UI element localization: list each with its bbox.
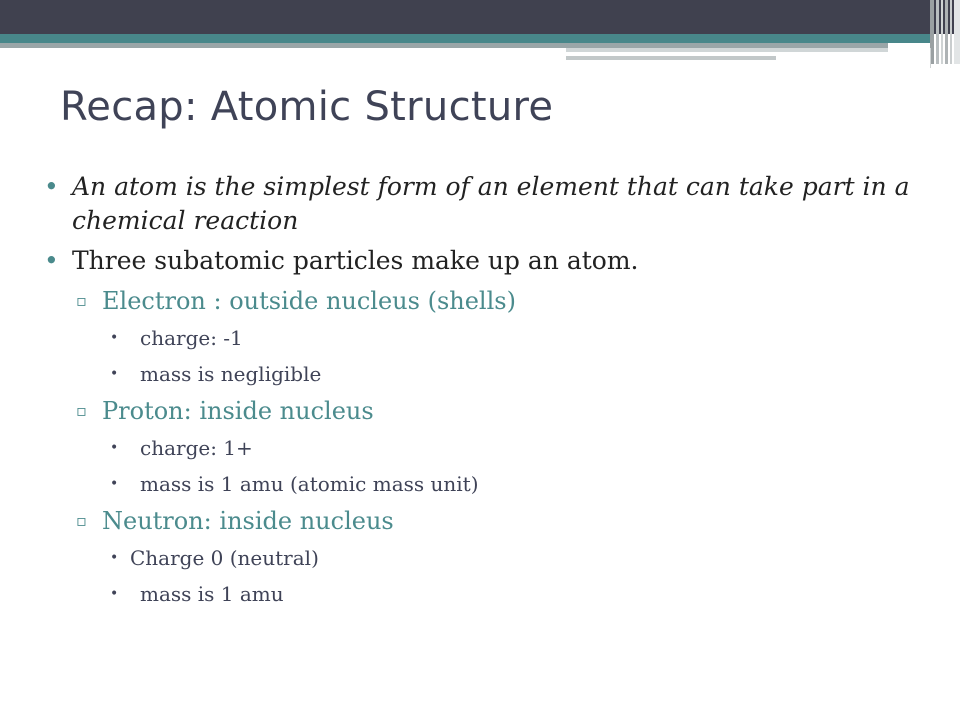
- bullet-atom-definition: [44, 170, 924, 238]
- detail-text: mass is negligible: [140, 362, 322, 386]
- detail-text: mass is 1 amu (atomic mass unit): [140, 472, 479, 496]
- square-bullet-icon: ▫: [76, 511, 87, 530]
- header-stripe: [950, 0, 952, 64]
- small-dot-icon: •: [110, 550, 119, 566]
- square-bullet-icon: ▫: [76, 291, 87, 310]
- detail-text: mass is 1 amu: [140, 582, 284, 606]
- detail-bullet: [44, 324, 924, 352]
- sub-bullet-text: Proton: inside nucleus: [102, 397, 374, 425]
- bullet-dot-icon: •: [44, 172, 59, 201]
- small-dot-icon: •: [110, 366, 119, 382]
- header-stripe: [936, 0, 939, 64]
- sub-bullet-neutron: [44, 506, 924, 536]
- header-stripe: [945, 0, 948, 64]
- header-accent-line: [566, 48, 888, 52]
- detail-bullet: [44, 360, 924, 388]
- bullet-subatomic-particles: [44, 244, 924, 278]
- header-stripe: [954, 0, 960, 64]
- header-divider: [930, 48, 931, 68]
- sub-bullet-text: Neutron: inside nucleus: [102, 507, 394, 535]
- sub-bullet-text: Electron : outside nucleus (shells): [102, 287, 516, 315]
- small-dot-icon: •: [110, 440, 119, 456]
- detail-bullet: [44, 580, 924, 608]
- detail-text: Charge 0 (neutral): [130, 546, 319, 570]
- sub-bullet-electron: [44, 286, 924, 316]
- header-accent-line: [566, 56, 776, 60]
- sub-bullet-proton: [44, 396, 924, 426]
- bullet-text: An atom is the simplest form of an element that can take part in a chemical reaction: [72, 172, 910, 235]
- square-bullet-icon: ▫: [76, 401, 87, 420]
- bullet-dot-icon: •: [44, 246, 59, 275]
- detail-bullet: [44, 470, 924, 498]
- slide-title: Recap: Atomic Structure: [60, 84, 554, 130]
- header-bar-teal: [0, 34, 930, 43]
- detail-bullet: [44, 544, 924, 572]
- detail-text: charge: 1+: [140, 436, 253, 460]
- detail-bullet: [44, 434, 924, 462]
- small-dot-icon: •: [110, 476, 119, 492]
- small-dot-icon: •: [110, 330, 119, 346]
- header-stripe: [941, 0, 943, 64]
- detail-text: charge: -1: [140, 326, 243, 350]
- bullet-text: Three subatomic particles make up an atom.: [72, 246, 639, 275]
- small-dot-icon: •: [110, 586, 119, 602]
- bullet-list: [44, 170, 924, 608]
- header-bar-dark: [0, 0, 960, 34]
